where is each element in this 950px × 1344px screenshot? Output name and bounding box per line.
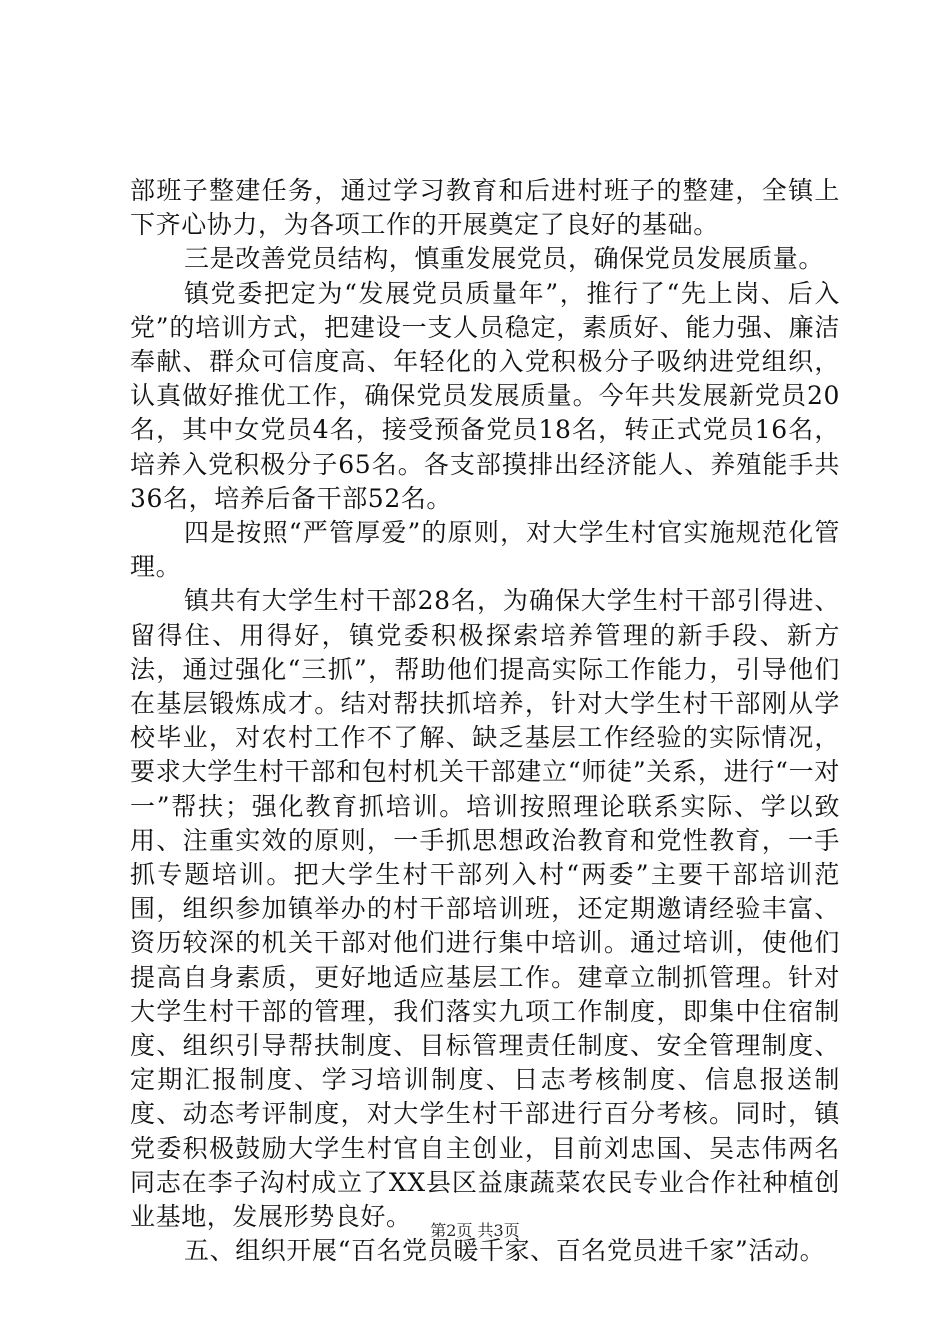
paragraph-heading-three: 三是改善党员结构，慎重发展党员，确保党员发展质量。 (184, 244, 825, 274)
paragraph-party-development: 镇党委把定为“发展党员质量年”，推行了“先上岗、后入党”的培训方式，把建设一支人员稳定，素质好、能力强、廉洁奉献、群众可信度高、年轻化的入党积极分子吸纳进党组织，认真做好推优工作，确保党员发展质量。今年共发展新党员20名，其中女党员4名，接受预备党员18名，转正式党员16名，培养入党积极分子65名。各支部摸排出经济能人、养殖能手共36名，培养后备干部52名。 (130, 278, 840, 513)
page-number-footer: 第2页 共3页 (430, 1221, 520, 1240)
paragraph-continuation: 部班子整建任务，通过学习教育和后进村班子的整建，全镇上下齐心协力，为各项工作的开展奠定了良好的基础。 (130, 176, 840, 240)
paragraph-heading-five: 五、组织开展“百名党员暖千家、百名党员进千家”活动。 (184, 1236, 826, 1266)
paragraph-village-officials: 镇共有大学生村干部28名，为确保大学生村干部引得进、留得住、用得好，镇党委积极探索培养管理的新手段、新方法，通过强化“三抓”，帮助他们提高实际工作能力，引导他们在基层锻炼成才。结对帮扶抓培养，针对大学生村干部刚从学校毕业，对农村工作不了解、缺乏基层工作经验的实际情况，要求大学生村干部和包村机关干部建立“师徒”关系，进行“一对一”帮扶；强化教育抓培训。培训按照理论联系实际、学以致用、注重实效的原则，一手抓思想政治教育和党性教育，一手抓专题培训。把大学生村干部列入村“两委”主要干部培训范围，组织参加镇举办的村干部培训班，还定期邀请经验丰富、资历较深的机关干部对他们进行集中培训。通过培训，使他们提高自身素质，更好地适应基层工作。建章立制抓管理。针对大学生村干部的管理，我们落实九项工作制度，即集中住宿制度、组织引导帮扶制度、目标管理责任制度、安全管理制度、定期汇报制度、学习培训制度、日志考核制度、信息报送制度、动态考评制度，对大学生村干部进行百分考核。同时，镇党委积极鼓励大学生村官自主创业，目前刘忠国、吴志伟两名同志在李子沟村成立了XX县区益康蔬菜农民专业合作社种植创业基地，发展形势良好。 (130, 586, 840, 1232)
document-body (130, 174, 840, 1269)
paragraph-heading-four: 四是按照“严管厚爱”的原则，对大学生村官实施规范化管理。 (130, 518, 840, 582)
